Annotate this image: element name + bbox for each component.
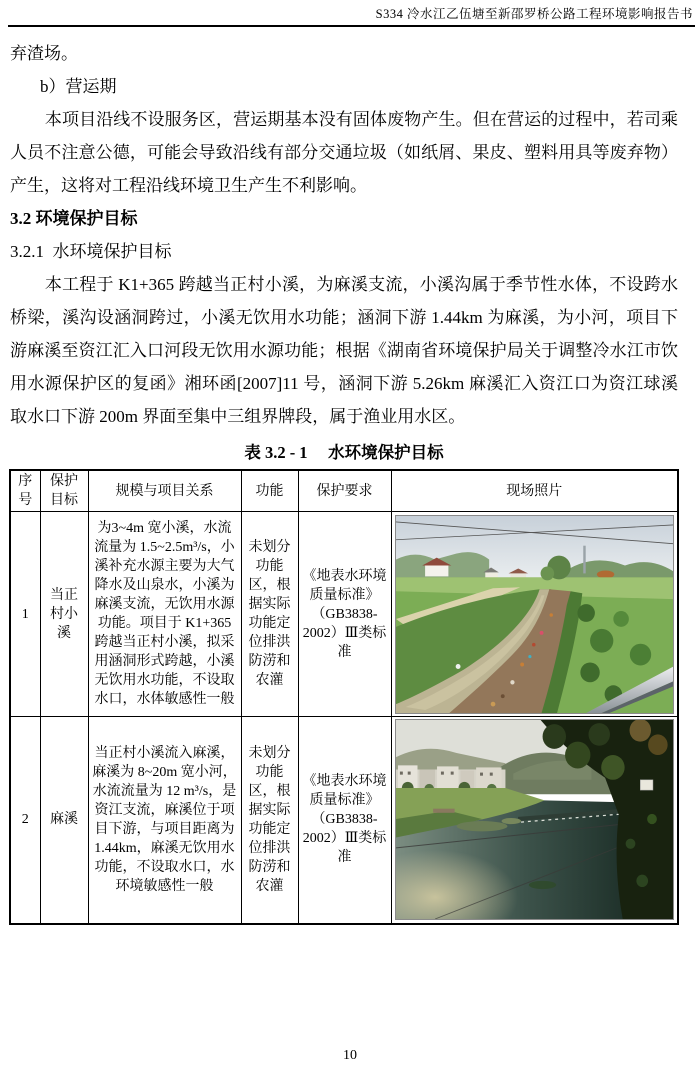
river-site-photo	[395, 719, 675, 920]
column-header-function: 功能	[241, 470, 298, 512]
paragraph-operation-period: 本项目沿线不设服务区，营运期基本没有固体废物产生。但在营运的过程中，若司乘人员不注意公德，可能会导致沿线有部分交通垃圾（如纸屑、果皮、塑料用具等废弃物）产生，这将对工程沿线环境卫生产生不利影响。	[10, 110, 678, 195]
cell-requirement: 《地表水环境质量标准》（GB3838-2002）Ⅲ类标准	[298, 717, 391, 924]
page-number: 10	[343, 1048, 357, 1063]
cell-no: 2	[10, 717, 40, 924]
cell-no: 1	[10, 512, 40, 717]
paragraph-continued: 弃渣场。	[10, 44, 78, 63]
paragraph-water-targets: 本工程于 K1+365 跨越当正村小溪，为麻溪支流，小溪沟属于季节性水体，不设跨水桥梁，溪沟设涵洞跨过，小溪无饮用水功能；涵洞下游 1.44km 为麻溪，为小河，项目下游麻溪至资江汇入口河段无饮用水源功能；根据《湖南省环境保护局关于调整冷水江市饮用水源保护区的复函》湘环函[2007]11 号，涵洞下游 5.26km 麻溪汇入资江口为资江球溪取水口下游 200m 界面至集中三组界牌段，属于渔业用水区。	[10, 275, 678, 426]
column-header-requirement: 保护要求	[298, 470, 391, 512]
cell-site-photo	[391, 717, 678, 924]
list-item-b: b）营运期	[40, 77, 117, 96]
table-row	[10, 512, 678, 717]
cell-relation: 为3~4m 宽小溪，水流流量为 1.5~2.5m³/s，小溪补充水源主要为大气降水及山泉水，小溪为麻溪支流，无饮用水源功能。项目于 K1+365 跨越当正村小溪，拟采用涵洞形式跨越，小溪无饮用水功能，不设取水口，水体敏感性一般	[88, 512, 241, 717]
column-header-no: 序号	[10, 470, 40, 512]
cell-site-photo	[391, 512, 678, 717]
page-header-title: S334 冷水江乙伍塘至新邵罗桥公路工程环境影响报告书	[375, 7, 693, 21]
cell-function: 未划分功能区，根据实际功能定位排洪防涝和农灌	[241, 512, 298, 717]
water-protection-targets-table	[9, 469, 679, 925]
table-header-row	[10, 470, 678, 512]
table-row	[10, 717, 678, 924]
body-content	[10, 37, 678, 433]
column-header-photo: 现场照片	[391, 470, 678, 512]
cell-target: 当正村小溪	[40, 512, 88, 717]
table-caption: 表 3.2 - 1 水环境保护目标	[244, 443, 444, 462]
cell-target: 麻溪	[40, 717, 88, 924]
stream-site-photo	[395, 515, 675, 714]
cell-function: 未划分功能区，根据实际功能定位排洪防涝和农灌	[241, 717, 298, 924]
section-heading-3-2-1: 3.2.1 水环境保护目标	[10, 242, 172, 261]
cell-requirement: 《地表水环境质量标准》（GB3838-2002）Ⅲ类标准	[298, 512, 391, 717]
section-heading-3-2: 3.2 环境保护目标	[10, 209, 138, 228]
cell-relation: 当正村小溪流入麻溪，麻溪为 8~20m 宽小河，水流流量为 12 m³/s，是资江支流，麻溪位于项目下游，与项目距离为 1.44km，麻溪无饮用水功能，不设取水口，水环境敏感性一般	[88, 717, 241, 924]
column-header-relation: 规模与项目关系	[88, 470, 241, 512]
header-rule	[8, 25, 695, 27]
column-header-target: 保护目标	[40, 470, 88, 512]
